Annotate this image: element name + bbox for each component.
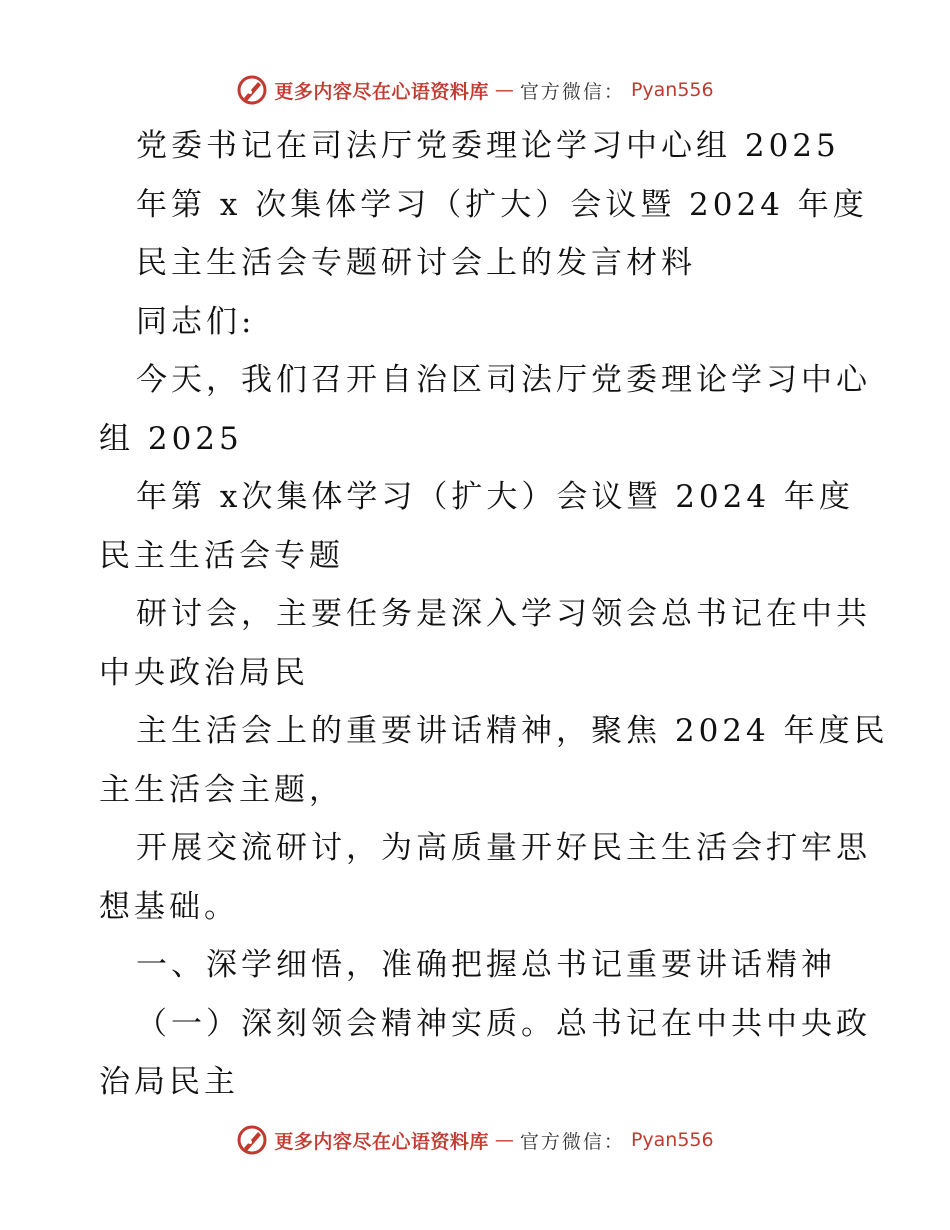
text-line: 中央政治局民 [99,654,309,691]
text-line: 民主生活会专题 [99,537,344,574]
watermark-handle: Pyan556 [630,1129,714,1151]
watermark-footer [0,1120,950,1160]
watermark-official: 官方微信： [519,80,625,103]
text-line: 党委书记在司法厅党委理论学习中心组 2025 [136,128,840,164]
text-line: 开展交流研讨，为高质量开好民主生活会打牢思 [136,830,871,866]
text-line: 组 2025 [99,420,243,457]
text-line: 研讨会，主要任务是深入学习领会总书记在中共 [136,596,871,632]
text-line: 治局民主 [99,1064,239,1100]
text-line: 一、深学细悟，准确把握总书记重要讲话精神 [136,947,836,983]
watermark-dash: — [494,79,514,101]
text-line: 今天，我们召开自治区司法厅党委理论学习中心 [136,362,871,398]
watermark-handle: Pyan556 [630,79,714,101]
text-line: 民主生活会专题研讨会上的发言材料 [136,245,696,281]
text-line: 年第 x次集体学习（扩大）会议暨 2024 年度 [136,479,854,515]
document-body [99,117,889,1112]
watermark-dash: — [494,1129,514,1151]
watermark-header [0,70,950,110]
text-line: （一）深刻领会精神实质。总书记在中共中央政 [136,1005,871,1042]
text-line: 年第 x 次集体学习（扩大）会议暨 2024 年度 [136,186,868,223]
pen-circle-icon [236,74,268,106]
text-line: 主生活会主题， [99,771,344,808]
text-line: 同志们: [136,303,256,340]
watermark-brand: 更多内容尽在心语资料库 [274,80,489,103]
watermark-brand: 更多内容尽在心语资料库 [274,1130,489,1153]
text-line: 主生活会上的重要讲话精神，聚焦 2024 年度民 [136,713,889,749]
text-line: 想基础。 [99,888,239,925]
watermark-official: 官方微信： [519,1130,625,1153]
pen-circle-icon [236,1124,268,1156]
